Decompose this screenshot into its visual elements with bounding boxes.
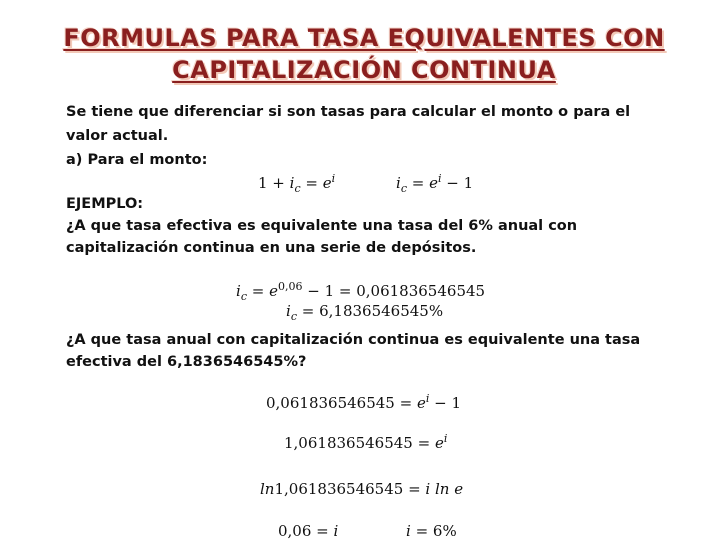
equation-step4-a: 0,06 = i	[278, 522, 339, 540]
slide-title-line1: FORMULAS PARA TASA EQUIVALENTES CON	[63, 24, 665, 52]
equation-step1: $0,061836546545 = e^i - 1$	[266, 392, 462, 412]
question1-line2: capitalización continua en una serie de depósitos.	[66, 240, 477, 256]
intro-line1: Se tiene que diferenciar si son tasas para calcular el monto o para el	[66, 104, 631, 120]
equation-step2: $1,061836546545 = e^i$	[284, 432, 448, 452]
equation-ic-calc: $i_c = e^{0,06} - 1 = 0,061836546545$	[236, 280, 486, 303]
equation-step3: ln1,061836546545 = i ln e	[260, 480, 464, 498]
question2-line1: ¿A que tasa anual con capitalización continua es equivalente una tasa	[66, 332, 641, 348]
equation-monto: $1 + i_c = e^i$	[258, 172, 336, 195]
ejemplo-label: EJEMPLO:	[66, 196, 144, 212]
equation-ic: $i_c = e^i - 1$	[396, 172, 474, 195]
equation-ic-result: $i_c = 6,1836546545\%$	[286, 302, 444, 323]
question1-line1: ¿A que tasa efectiva es equivalente una tasa del 6% anual con	[66, 218, 578, 234]
slide-title-line2: CAPITALIZACIÓN CONTINUA	[172, 56, 556, 84]
item-a-label: a) Para el monto:	[66, 152, 208, 168]
equation-step4-b: i = 6%	[406, 522, 457, 540]
question2-line2: efectiva del 6,1836546545%?	[66, 354, 307, 370]
intro-line2: valor actual.	[66, 128, 169, 144]
